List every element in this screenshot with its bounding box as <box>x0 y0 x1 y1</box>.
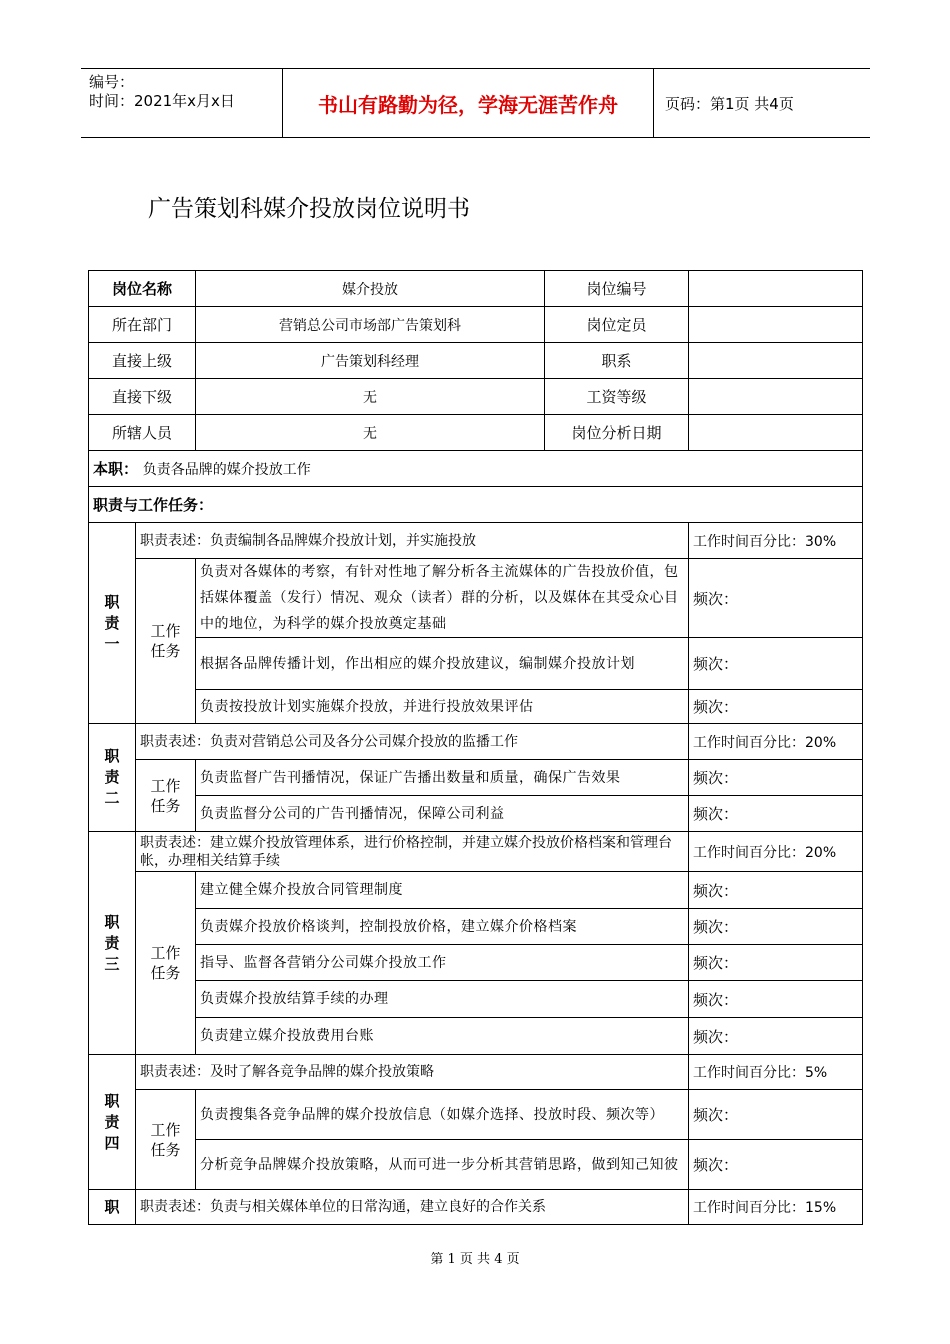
task-frequency: 频次： <box>689 981 863 1018</box>
header-page-info: 页码：第1页 共4页 <box>665 94 794 113</box>
info-label: 工资等级 <box>545 379 689 415</box>
info-value <box>689 415 863 451</box>
info-label: 直接下级 <box>89 379 196 415</box>
task-frequency: 频次： <box>689 638 863 690</box>
duty-description: 职责表述：及时了解各竞争品牌的媒介投放策略 <box>136 1055 689 1090</box>
task-row <box>89 559 863 638</box>
core-duty-text: 负责各品牌的媒介投放工作 <box>142 462 311 478</box>
task-text: 负责监督广告刊播情况，保证广告播出数量和质量，确保广告效果 <box>196 760 689 796</box>
task-frequency: 频次： <box>689 945 863 981</box>
duty-name: 职 责 三 <box>89 832 136 1055</box>
duty-time-percent: 工作时间百分比：20% <box>689 724 863 760</box>
info-value: 营销总公司市场部广告策划科 <box>196 307 545 343</box>
task-text: 负责建立媒介投放费用台账 <box>196 1018 689 1055</box>
task-text: 负责搜集各竞争品牌的媒介投放信息（如媒介选择、投放时段、频次等） <box>196 1090 689 1140</box>
job-description-table <box>88 270 863 1225</box>
duty-description: 职责表述：建立媒介投放管理体系，进行价格控制，并建立媒介投放价格档案和管理台帐，办理相关结算手续 <box>136 832 689 872</box>
duty-description: 职责表述：负责对营销总公司及各分公司媒介投放的监播工作 <box>136 724 689 760</box>
task-text: 分析竞争品牌媒介投放策略，从而可进一步分析其营销思路，做到知己知彼 <box>196 1140 689 1190</box>
info-label: 所辖人员 <box>89 415 196 451</box>
task-text: 指导、监督各营销分公司媒介投放工作 <box>196 945 689 981</box>
task-frequency: 频次： <box>689 872 863 909</box>
work-task-label: 工作 任务 <box>136 872 196 1055</box>
task-text: 建立健全媒介投放合同管理制度 <box>196 872 689 909</box>
duties-heading-row <box>89 487 863 523</box>
task-row <box>89 690 863 724</box>
info-label: 岗位编号 <box>545 271 689 307</box>
duty-description-row <box>89 832 863 872</box>
info-value: 无 <box>196 415 545 451</box>
task-frequency: 频次： <box>689 1140 863 1190</box>
page-header <box>81 68 870 138</box>
info-label: 岗位名称 <box>89 271 196 307</box>
duty-description: 职责表述：负责与相关媒体单位的日常沟通，建立良好的合作关系 <box>136 1190 689 1225</box>
task-row <box>89 1018 863 1055</box>
task-row <box>89 909 863 945</box>
duty-name: 职 责 二 <box>89 724 136 832</box>
task-frequency: 频次： <box>689 760 863 796</box>
core-duty-row <box>89 451 863 487</box>
info-label: 职系 <box>545 343 689 379</box>
header-motto: 书山有路勤为径，学海无涯苦作舟 <box>283 69 654 137</box>
info-value <box>689 307 863 343</box>
task-row <box>89 796 863 832</box>
info-row <box>89 307 863 343</box>
task-row <box>89 1090 863 1140</box>
duty-time-percent: 工作时间百分比：30% <box>689 523 863 559</box>
duty-description-row <box>89 1190 863 1225</box>
task-text: 负责媒介投放价格谈判，控制投放价格，建立媒介价格档案 <box>196 909 689 945</box>
task-row <box>89 1140 863 1190</box>
info-value <box>689 271 863 307</box>
duties-heading: 职责与工作任务： <box>89 487 863 523</box>
task-row <box>89 760 863 796</box>
work-task-label: 工作 任务 <box>136 760 196 832</box>
work-task-label: 工作 任务 <box>136 559 196 724</box>
task-frequency: 频次： <box>689 690 863 724</box>
page-footer: 第 1 页 共 4 页 <box>430 1252 520 1267</box>
document-title: 广告策划科媒介投放岗位说明书 <box>148 196 470 222</box>
info-row <box>89 415 863 451</box>
task-frequency: 频次： <box>689 1018 863 1055</box>
duty-time-percent: 工作时间百分比：15% <box>689 1190 863 1225</box>
info-row <box>89 343 863 379</box>
info-label: 岗位定员 <box>545 307 689 343</box>
core-duty-cell <box>89 451 863 487</box>
duty-time-percent: 工作时间百分比：20% <box>689 832 863 872</box>
duty-description-row <box>89 724 863 760</box>
task-text: 负责媒介投放结算手续的办理 <box>196 981 689 1018</box>
duty-name: 职 <box>89 1190 136 1225</box>
duty-time-percent: 工作时间百分比：5% <box>689 1055 863 1090</box>
task-text: 负责对各媒体的考察，有针对性地了解分析各主流媒体的广告投放价值，包括媒体覆盖（发行）情况、观众（读者）群的分析，以及媒体在其受众心目中的地位，为科学的媒介投放奠定基础 <box>196 559 689 638</box>
duty-description-row <box>89 1055 863 1090</box>
task-row <box>89 638 863 690</box>
duty-name: 职 责 四 <box>89 1055 136 1190</box>
duty-name: 职 责 一 <box>89 523 136 724</box>
header-time: 时间：2021年x月x日 <box>89 92 235 110</box>
info-label: 所在部门 <box>89 307 196 343</box>
task-text: 负责监督分公司的广告刊播情况，保障公司利益 <box>196 796 689 832</box>
info-row <box>89 271 863 307</box>
task-frequency: 频次： <box>689 909 863 945</box>
info-value: 无 <box>196 379 545 415</box>
duty-description-row <box>89 523 863 559</box>
task-frequency: 频次： <box>689 559 863 638</box>
task-frequency: 频次： <box>689 796 863 832</box>
core-duty-label: 本职： <box>93 460 139 478</box>
info-label: 直接上级 <box>89 343 196 379</box>
info-label: 岗位分析日期 <box>545 415 689 451</box>
info-value: 媒介投放 <box>196 271 545 307</box>
info-value <box>689 343 863 379</box>
task-row <box>89 872 863 909</box>
header-meta <box>81 69 283 137</box>
header-number: 编号： <box>89 73 135 91</box>
task-text: 根据各品牌传播计划，作出相应的媒介投放建议，编制媒介投放计划 <box>196 638 689 690</box>
info-value: 广告策划科经理 <box>196 343 545 379</box>
task-row <box>89 945 863 981</box>
duty-description: 职责表述：负责编制各品牌媒介投放计划，并实施投放 <box>136 523 689 559</box>
task-frequency: 频次： <box>689 1090 863 1140</box>
task-text: 负责按投放计划实施媒介投放，并进行投放效果评估 <box>196 690 689 724</box>
info-value <box>689 379 863 415</box>
task-row <box>89 981 863 1018</box>
info-row <box>89 379 863 415</box>
work-task-label: 工作 任务 <box>136 1090 196 1190</box>
